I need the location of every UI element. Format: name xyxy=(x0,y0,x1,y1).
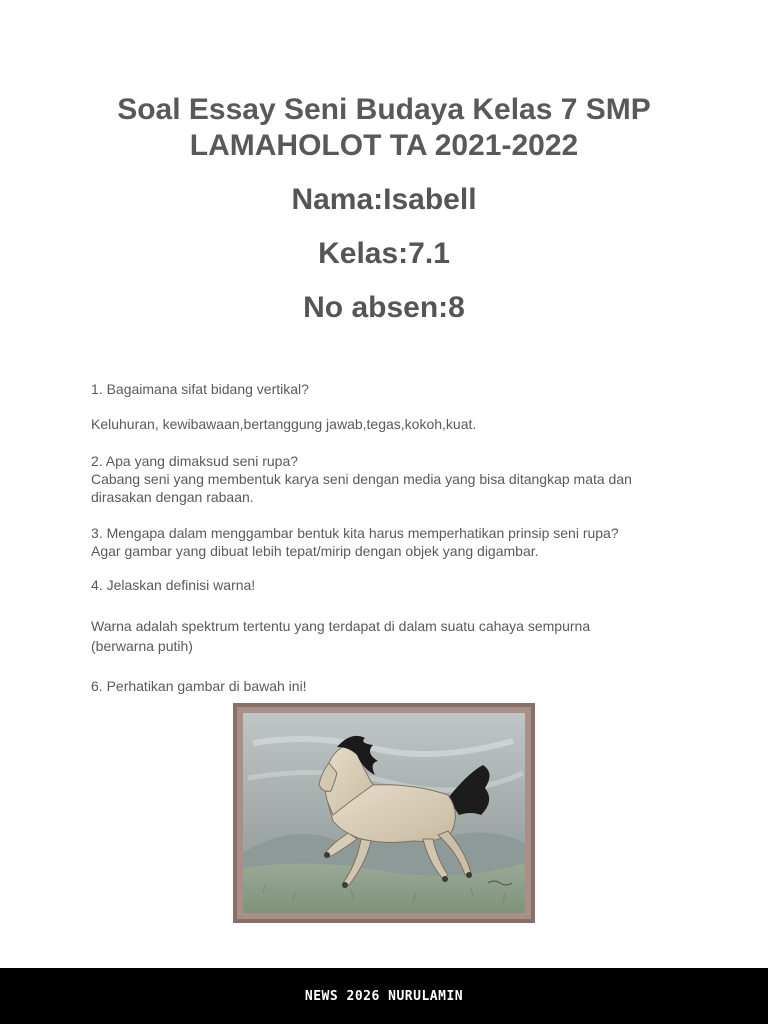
student-name: Nama:Isabell xyxy=(291,183,477,216)
footer-bar xyxy=(0,968,768,1024)
horse-drawing-image xyxy=(233,703,535,923)
question-3-with-answer: 3. Mengapa dalam menggambar bentuk kita harus memperhatikan prinsip seni rupa? Agar gambar yang dibuat lebih tepat/mirip dengan objek yang digambar. xyxy=(91,525,619,559)
question-2-with-answer: 2. Apa yang dimaksud seni rupa? Cabang seni yang membentuk karya seni dengan media yang bisa ditangkap mata dan dirasakan dengan rabaan. xyxy=(91,453,632,505)
footer-text: NEWS 2026 NURULAMIN xyxy=(304,988,464,1004)
student-class: Kelas:7.1 xyxy=(318,237,450,270)
page-title-line-1: Soal Essay Seni Budaya Kelas 7 SMP xyxy=(117,93,651,126)
horse-drawing-svg xyxy=(233,703,535,923)
answer-4: Warna adalah spektrum tertentu yang terdapat di dalam suatu cahaya sempurna (berwarna putih) xyxy=(91,618,591,654)
question-6: 6. Perhatikan gambar di bawah ini! xyxy=(91,678,307,694)
page-title-line-2: LAMAHOLOT TA 2021-2022 xyxy=(189,129,579,162)
answer-1: Keluhuran, kewibawaan,bertanggung jawab,tegas,kokoh,kuat. xyxy=(91,416,477,432)
student-absen: No absen:8 xyxy=(303,291,465,324)
question-4: 4. Jelaskan definisi warna! xyxy=(91,577,256,593)
question-1: 1. Bagaimana sifat bidang vertikal? xyxy=(91,381,309,397)
